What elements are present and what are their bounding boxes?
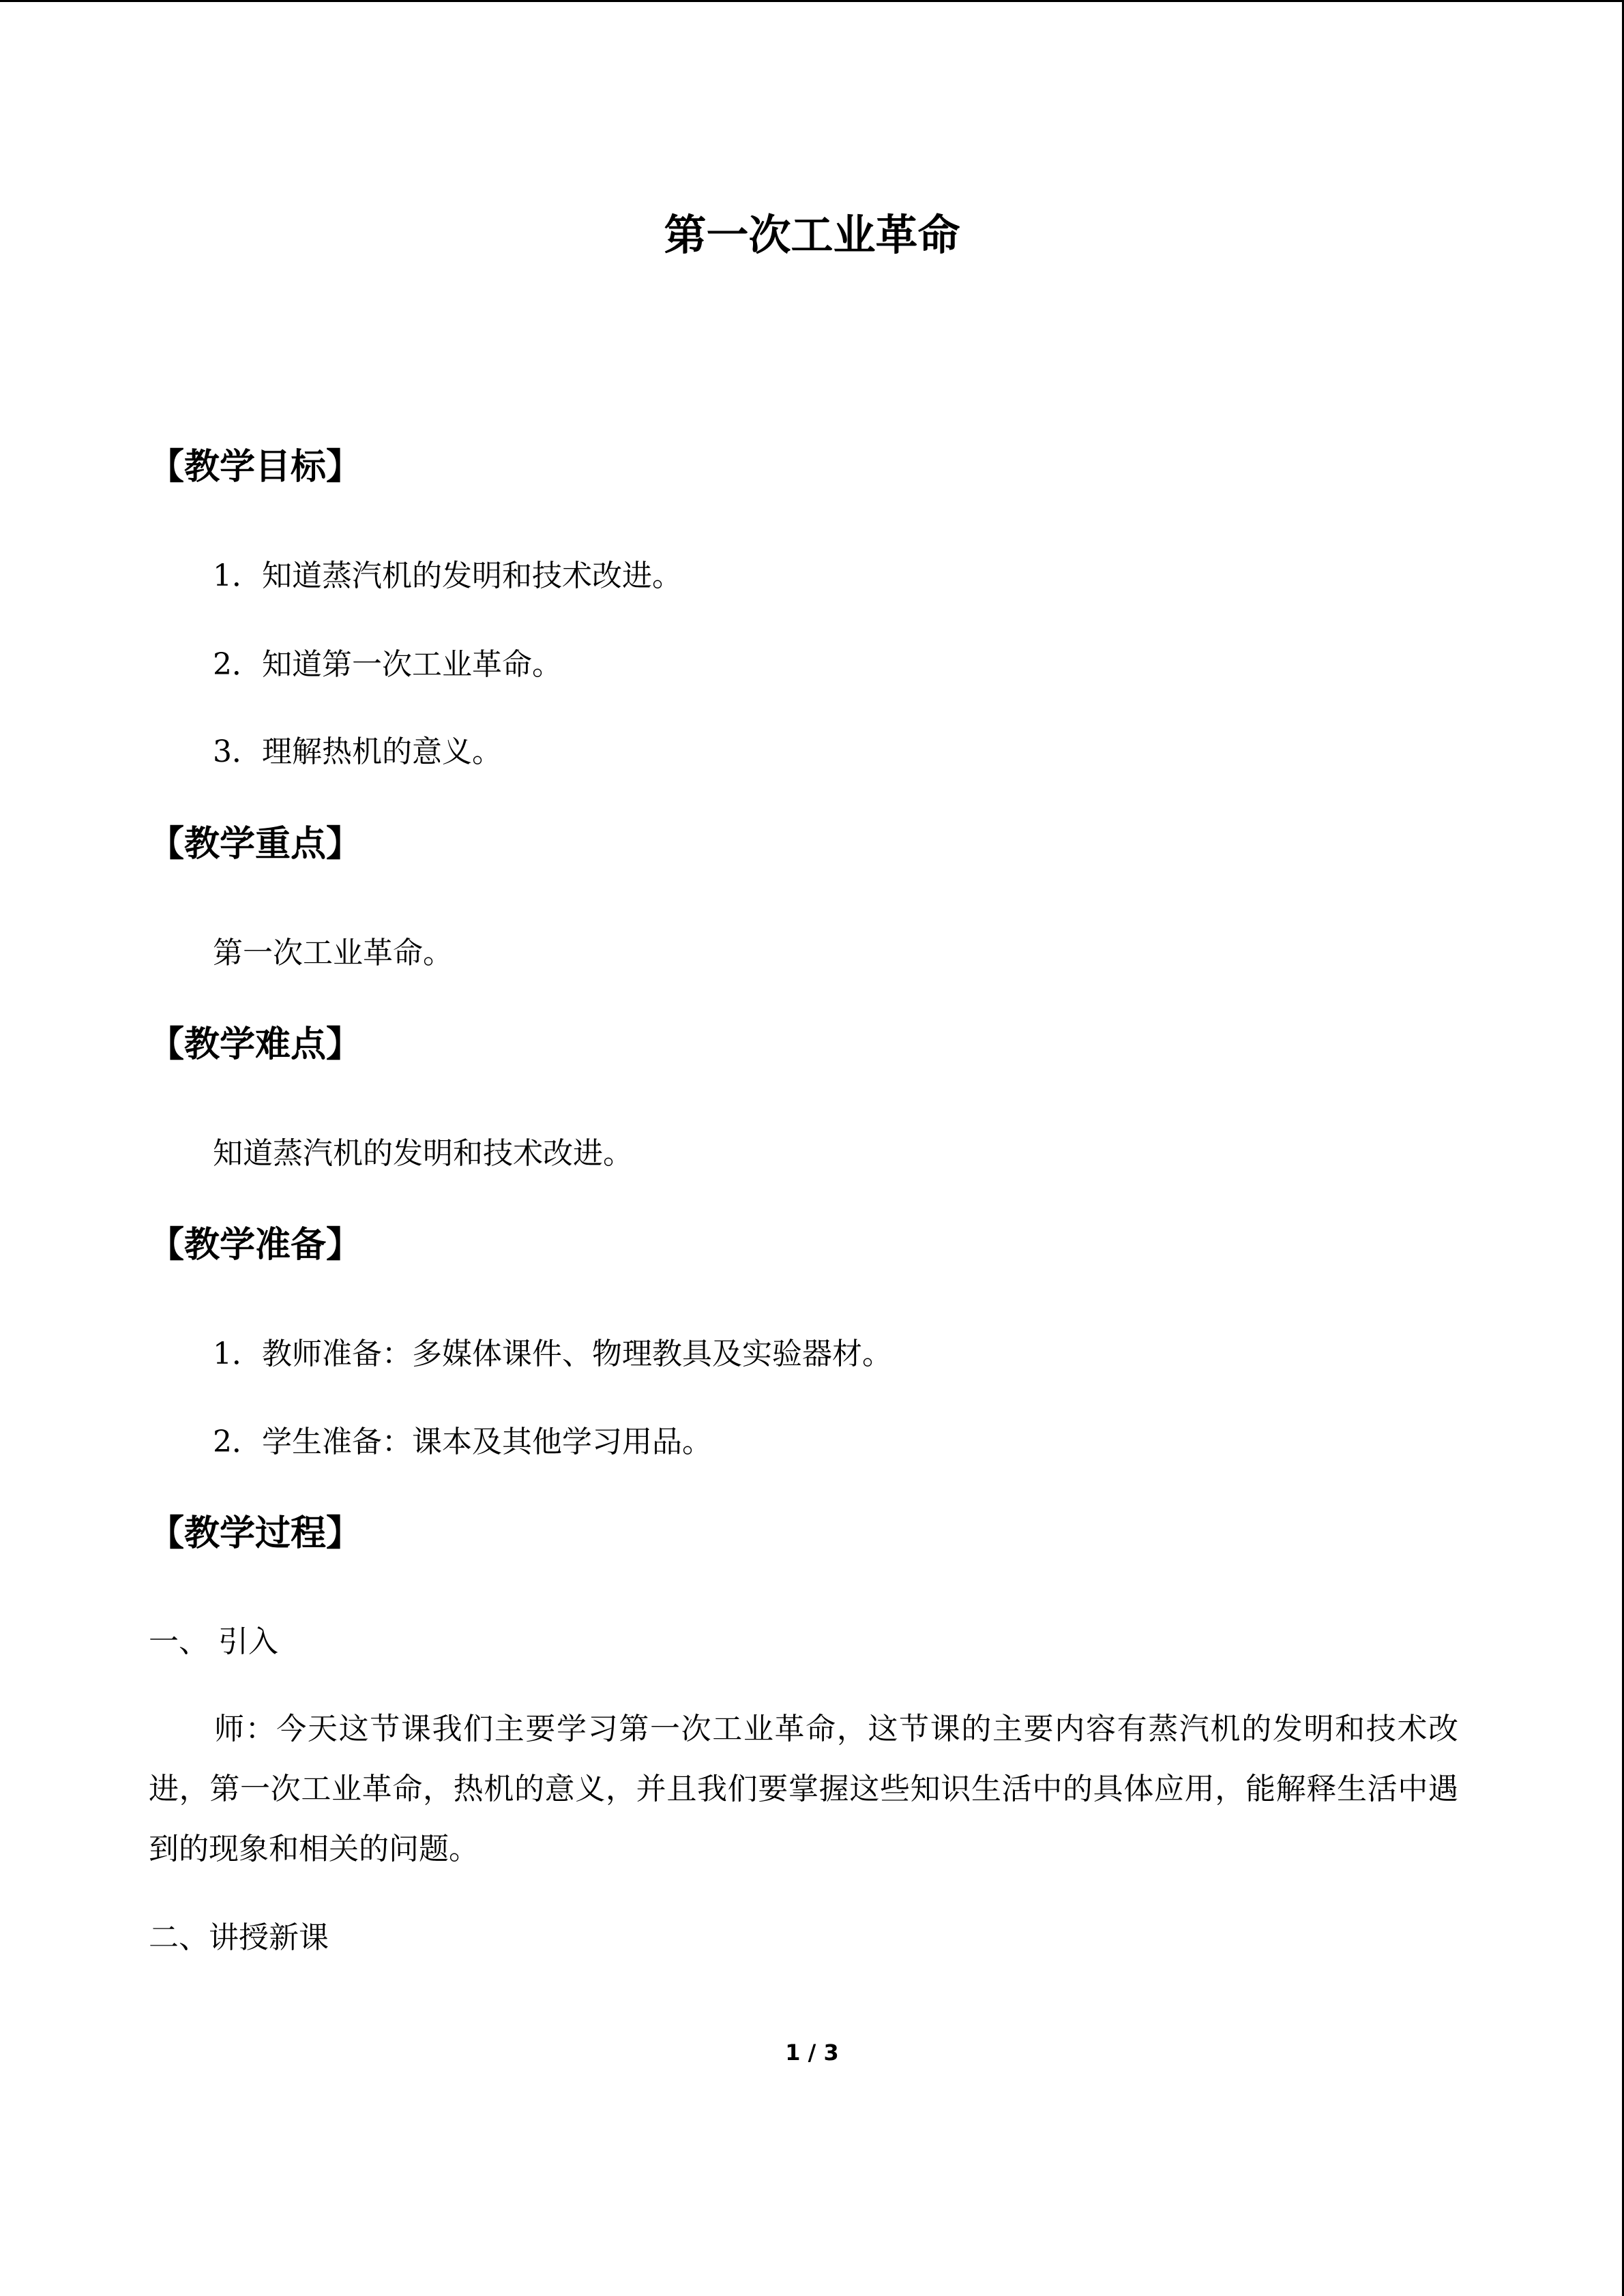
objective-item-3: 3．理解热机的意义。 xyxy=(213,734,502,769)
heading-key-points: 【教学重点】 xyxy=(149,824,362,865)
process-part1-text: 师：今天这节课我们主要学习第一次工业革命，这节课的主要内容有蒸汽机的发明和技术改进，第一次工业革命，热机的意义，并且我们要掌握这些知识生活中的具体应用，能解释生活中遇到的现象和相关的问题。 xyxy=(149,1712,1458,1866)
document-title: 第一次工业革命 xyxy=(664,210,960,260)
page-number: 1 / 3 xyxy=(785,2040,839,2066)
preparation-item-2: 2．学生准备：课本及其他学习用品。 xyxy=(213,1425,712,1459)
objective-item-1: 1．知道蒸汽机的发明和技术改进。 xyxy=(213,558,682,593)
key-points-text: 第一次工业革命。 xyxy=(213,936,453,970)
heading-preparation: 【教学准备】 xyxy=(149,1225,362,1266)
difficulties-text: 知道蒸汽机的发明和技术改进。 xyxy=(213,1136,633,1171)
process-part2-title: 二、讲授新课 xyxy=(149,1920,329,1955)
page-top-border xyxy=(0,0,1624,2)
heading-process: 【教学过程】 xyxy=(149,1513,362,1554)
heading-objectives: 【教学目标】 xyxy=(149,447,362,488)
preparation-item-1: 1．教师准备：多媒体课件、物理教具及实验器材。 xyxy=(213,1337,892,1371)
process-part1-title: 一、 引入 xyxy=(149,1624,278,1659)
objective-item-2: 2．知道第一次工业革命。 xyxy=(213,647,562,682)
heading-difficulties: 【教学难点】 xyxy=(149,1024,362,1065)
